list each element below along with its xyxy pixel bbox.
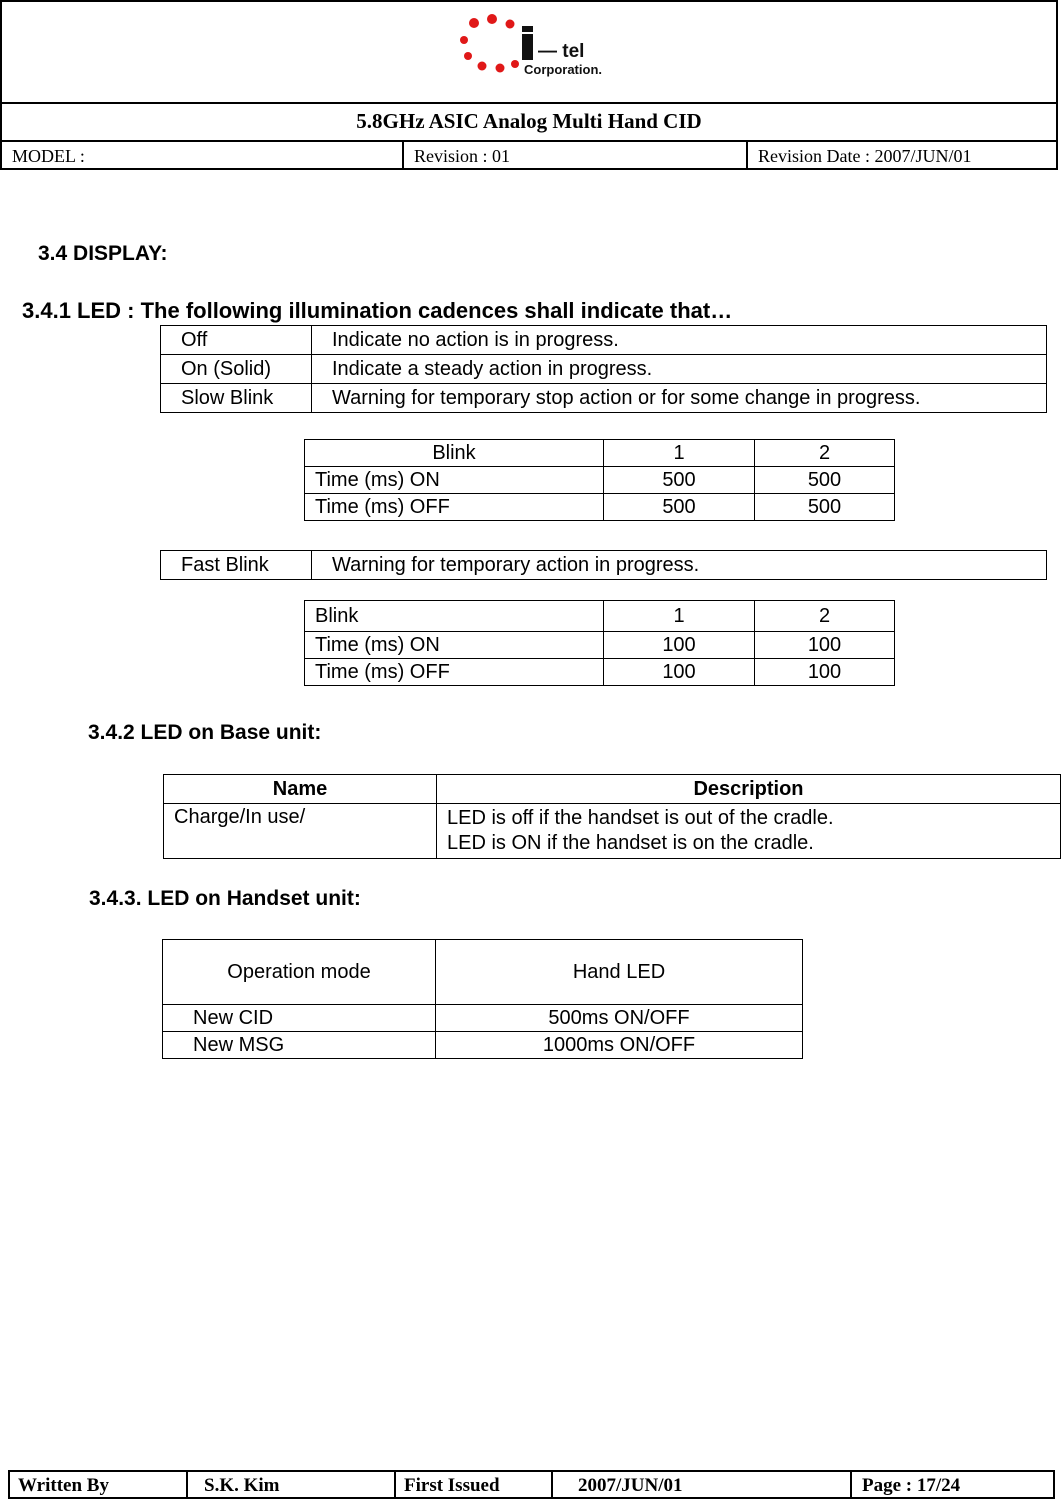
revision-date-label: Revision Date : 2007/JUN/01: [758, 146, 972, 166]
document-header: [0, 0, 1058, 170]
base-name-cell: Charge/In use/: [164, 804, 437, 859]
blink-label-cell: Time (ms) ON: [305, 632, 604, 659]
table-row: [161, 355, 1047, 384]
table-row: [163, 1032, 803, 1059]
led-desc-cell: Indicate a steady action in progress.: [312, 355, 1047, 384]
logo-tel-text: — tel: [538, 41, 585, 62]
author: S.K. Kim: [204, 1475, 280, 1496]
section-3-4-1-heading: 3.4.1 LED : The following illumination cadences shall indicate that…: [22, 298, 733, 323]
handset-led-cell: 500ms ON/OFF: [436, 1005, 803, 1032]
led-desc-cell: Warning for temporary stop action or for some change in progress.: [312, 384, 1047, 413]
blink-value-cell: 100: [604, 632, 755, 659]
blink-value-cell: 500: [755, 494, 895, 521]
base-desc-cell: [437, 804, 1061, 859]
blink-label-cell: Time (ms) OFF: [305, 494, 604, 521]
handset-header-mode: Operation mode: [163, 940, 436, 1005]
logo-row: [2, 2, 1056, 104]
blink-value-cell: 100: [604, 659, 755, 686]
company-logo: [452, 12, 642, 78]
blink-header-cell: Blink: [305, 440, 604, 467]
logo-corp-text: Corporation.: [524, 62, 602, 77]
table-row: [161, 551, 1047, 580]
blink-header-cell: Blink: [305, 601, 604, 632]
table-row: [163, 1005, 803, 1032]
revision-label: Revision : 01: [414, 146, 511, 166]
handset-mode-cell: New MSG: [163, 1032, 436, 1059]
first-issued-date: 2007/JUN/01: [578, 1475, 683, 1496]
document-title: 5.8GHz ASIC Analog Multi Hand CID: [2, 102, 1056, 142]
led-states-table: [160, 325, 1047, 413]
page-number: Page : 17/24: [862, 1475, 961, 1496]
section-3-4-heading: 3.4 DISPLAY:: [38, 242, 168, 265]
blink-header-cell: 2: [755, 440, 895, 467]
meta-row: [2, 142, 1056, 170]
led-state-cell: Slow Blink: [161, 384, 312, 413]
led-state-cell: Off: [161, 326, 312, 355]
base-desc-line: LED is off if the handset is out of the cradle.: [447, 807, 834, 829]
table-row: [305, 632, 895, 659]
table-row: [305, 467, 895, 494]
table-row: [305, 494, 895, 521]
blink-value-cell: 100: [755, 632, 895, 659]
led-state-cell: Fast Blink: [161, 551, 312, 580]
blink-label-cell: Time (ms) OFF: [305, 659, 604, 686]
blink-header-cell: 2: [755, 601, 895, 632]
table-row: [305, 601, 895, 632]
model-label: MODEL :: [12, 146, 85, 166]
first-issued-label: First Issued: [404, 1475, 500, 1496]
base-led-table: [163, 774, 1061, 859]
blink-value-cell: 500: [604, 494, 755, 521]
blink-header-cell: 1: [604, 601, 755, 632]
table-row: [164, 775, 1061, 804]
table-row: [305, 440, 895, 467]
handset-mode-cell: New CID: [163, 1005, 436, 1032]
handset-led-table: [162, 939, 803, 1059]
blink-value-cell: 500: [604, 467, 755, 494]
written-by-label: Written By: [18, 1475, 109, 1496]
blink-label-cell: Time (ms) ON: [305, 467, 604, 494]
table-row: [163, 940, 803, 1005]
led-desc-cell: Indicate no action is in progress.: [312, 326, 1047, 355]
table-row: [164, 804, 1061, 859]
section-3-4-3-heading: 3.4.3. LED on Handset unit:: [89, 887, 361, 910]
led-state-cell: On (Solid): [161, 355, 312, 384]
table-row: [161, 384, 1047, 413]
table-row: [305, 659, 895, 686]
section-3-4-2-heading: 3.4.2 LED on Base unit:: [88, 721, 322, 744]
blink-value-cell: 500: [755, 467, 895, 494]
base-desc-line: LED is ON if the handset is on the cradle.: [447, 832, 814, 854]
base-header-name: Name: [164, 775, 437, 804]
blink-value-cell: 100: [755, 659, 895, 686]
fast-blink-timing-table: [304, 600, 895, 686]
slow-blink-timing-table: [304, 439, 895, 521]
table-row: [161, 326, 1047, 355]
blink-header-cell: 1: [604, 440, 755, 467]
fast-blink-table: [160, 550, 1047, 580]
document-footer: [8, 1470, 1055, 1499]
handset-led-cell: 1000ms ON/OFF: [436, 1032, 803, 1059]
led-desc-cell: Warning for temporary action in progress.: [312, 551, 1047, 580]
base-header-description: Description: [437, 775, 1061, 804]
handset-header-led: Hand LED: [436, 940, 803, 1005]
